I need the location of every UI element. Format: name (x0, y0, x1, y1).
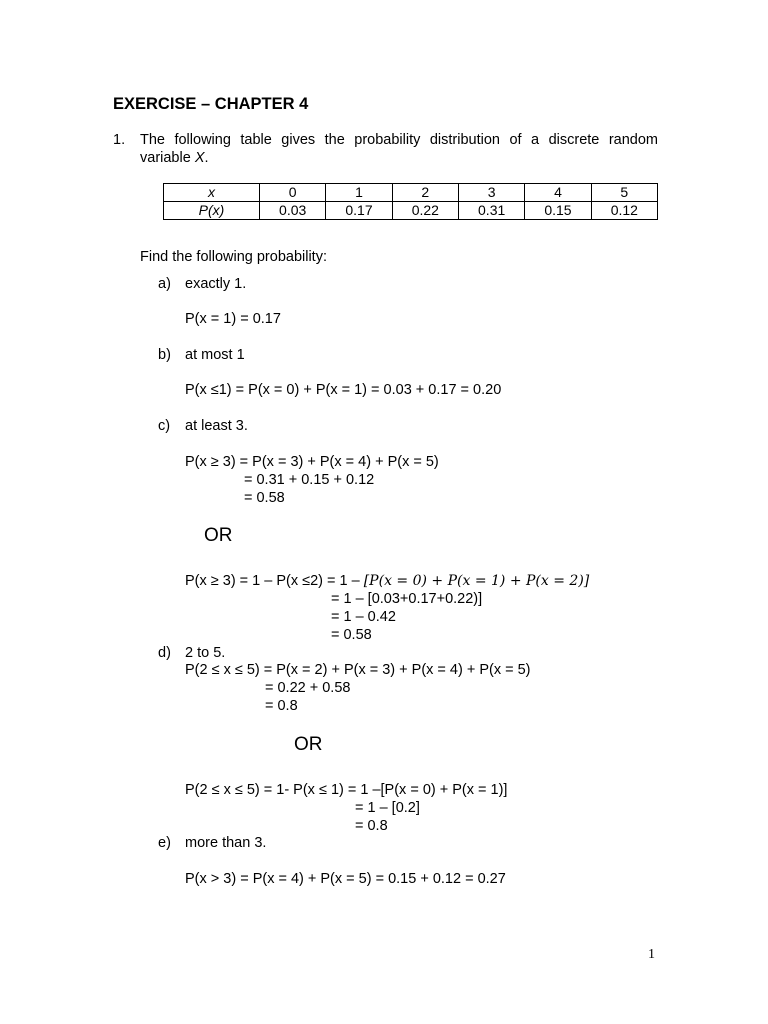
part-c-label: c) (158, 418, 171, 434)
table-cell: 5 (591, 184, 657, 202)
part-d-line1: P(2 ≤ x ≤ 5) = P(x = 2) + P(x = 3) + P(x = 4) + P(x = 5) (185, 662, 531, 678)
table-header-px: P(x) (164, 202, 260, 220)
table-cell: 0.15 (525, 202, 591, 220)
page-title: EXERCISE – CHAPTER 4 (113, 95, 309, 113)
table-cell: 0 (260, 184, 326, 202)
part-c-alt-line4: = 0.58 (331, 627, 372, 643)
part-b-label: b) (158, 347, 171, 363)
question-1 (113, 131, 658, 167)
question-text: The following table gives the probability distribution of a discrete random variable X. (140, 132, 658, 166)
part-b-text: at most 1 (185, 347, 245, 363)
part-c-alt-math: [P(x = 0) + P(x = 1) + P(x = 2)] (363, 573, 590, 589)
part-e-answer: P(x > 3) = P(x = 4) + P(x = 5) = 0.15 + 0.12 = 0.27 (185, 871, 506, 887)
part-c-line2: = 0.31 + 0.15 + 0.12 (244, 472, 375, 488)
find-instruction: Find the following probability: (140, 249, 327, 265)
part-c-text: at least 3. (185, 418, 248, 434)
table-header-x: x (164, 184, 260, 202)
part-d-line2: = 0.22 + 0.58 (265, 680, 351, 696)
part-a-label: a) (158, 276, 171, 292)
table-row-x (164, 184, 658, 202)
part-b-answer: P(x ≤1) = P(x = 0) + P(x = 1) = 0.03 + 0.17 = 0.20 (185, 382, 502, 398)
probability-table (163, 183, 658, 220)
table-cell: 1 (326, 184, 392, 202)
part-c-alt-line3: = 1 – 0.42 (331, 609, 396, 625)
part-c-alt-line1: P(x ≥ 3) = 1 – P(x ≤2) = 1 – [P(x = 0) + P(x = 1) + P(x = 2)] (185, 573, 590, 589)
part-d-or: OR (294, 734, 323, 755)
page-number: 1 (648, 947, 655, 962)
part-d-text: 2 to 5. (185, 645, 226, 661)
table-cell: 4 (525, 184, 591, 202)
table-cell: 0.03 (260, 202, 326, 220)
table-cell: 0.31 (458, 202, 524, 220)
part-c-line3: = 0.58 (244, 490, 285, 506)
part-a-answer: P(x = 1) = 0.17 (185, 311, 281, 327)
question-number: 1. (113, 132, 126, 148)
part-d-line3: = 0.8 (265, 698, 298, 714)
part-d-alt-line3: = 0.8 (355, 818, 388, 834)
table-cell: 0.17 (326, 202, 392, 220)
table-cell: 3 (458, 184, 524, 202)
table-cell: 0.12 (591, 202, 657, 220)
table-cell: 0.22 (392, 202, 458, 220)
part-c-alt-line2: = 1 – [0.03+0.17+0.22)] (331, 591, 483, 607)
part-d-label: d) (158, 645, 171, 661)
part-c-line1: P(x ≥ 3) = P(x = 3) + P(x = 4) + P(x = 5) (185, 454, 439, 470)
table-cell: 2 (392, 184, 458, 202)
part-e-label: e) (158, 835, 171, 851)
part-d-alt-line2: = 1 – [0.2] (355, 800, 420, 816)
part-a-text: exactly 1. (185, 276, 247, 292)
part-e-text: more than 3. (185, 835, 267, 851)
random-variable: X (194, 150, 205, 166)
part-d-alt-line1: P(2 ≤ x ≤ 5) = 1- P(x ≤ 1) = 1 –[P(x = 0) + P(x = 1)] (185, 782, 508, 798)
table-row-px (164, 202, 658, 220)
part-c-or: OR (204, 525, 233, 546)
